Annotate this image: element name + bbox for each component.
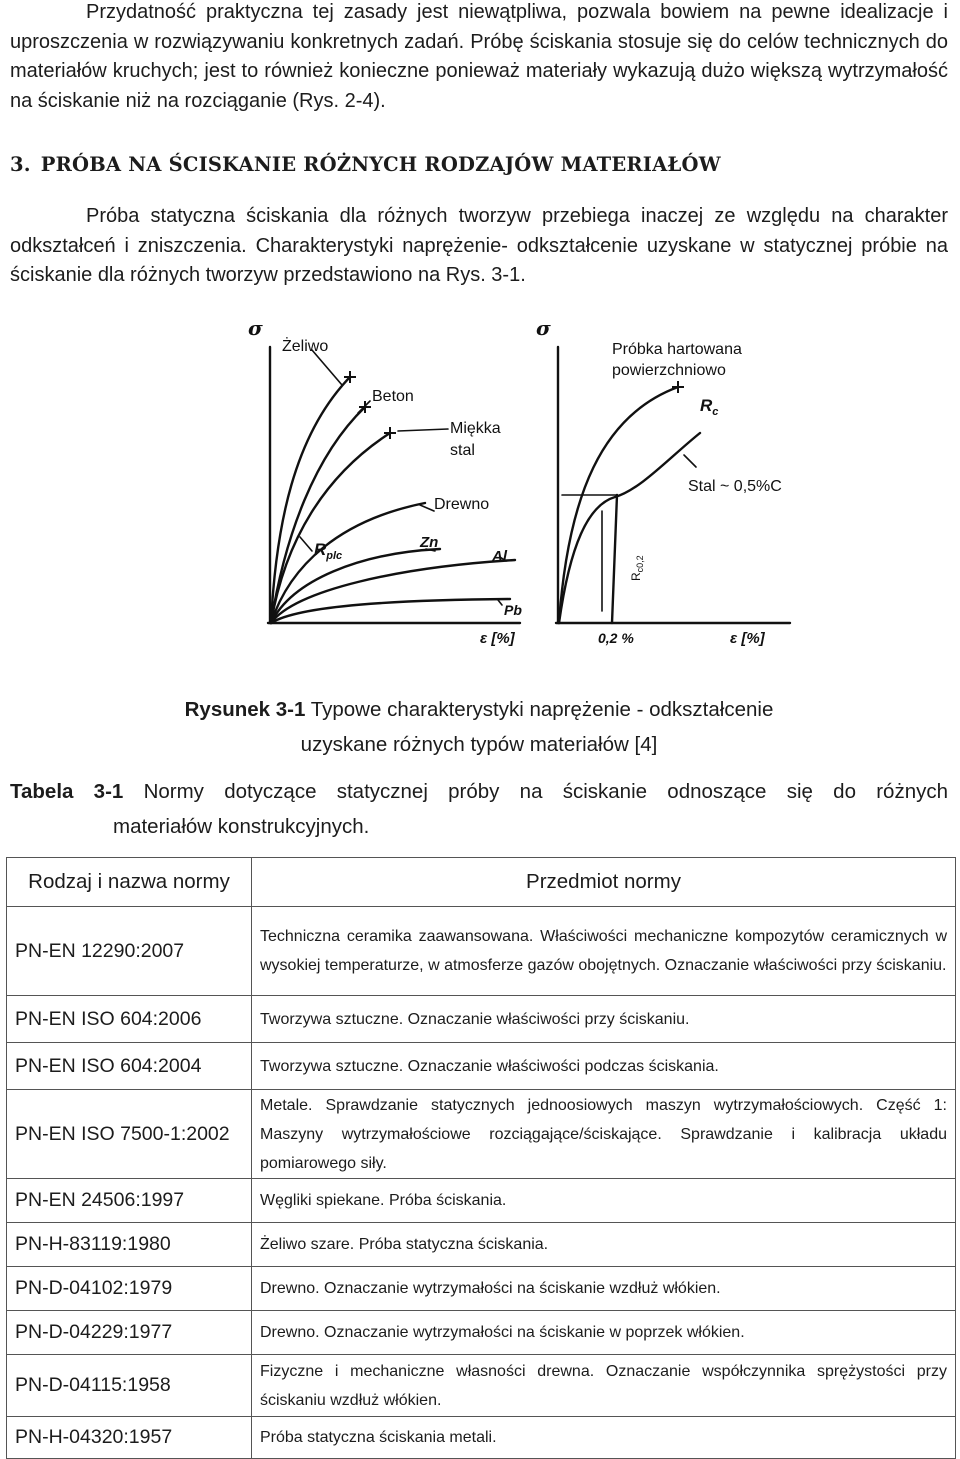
intro-paragraph — [10, 0, 948, 116]
table-row — [7, 1355, 956, 1417]
table-row — [7, 1179, 956, 1223]
cell-norm: PN-EN ISO 604:2006 — [7, 996, 252, 1043]
norms-table — [6, 857, 956, 1459]
table-row — [7, 996, 956, 1043]
curve-al — [271, 560, 515, 623]
label-miekka: Miękka — [450, 420, 501, 437]
header-norm: Rodzaj i nazwa normy — [7, 858, 252, 907]
curve-pb — [271, 599, 510, 623]
cell-subject: Fizyczne i mechaniczne własności drewna. Oznaczanie współczynnika sprężystości przy ściskaniu wzdłuż włókien. — [252, 1355, 956, 1417]
cell-norm: PN-EN 24506:1997 — [7, 1179, 252, 1223]
leader-rplc — [300, 537, 312, 551]
cell-subject: Drewno. Oznaczanie wytrzymałości na ściskanie wzdłuż włókien. — [252, 1267, 956, 1311]
label-offset: 0,2 % — [598, 630, 634, 646]
cell-norm: PN-EN ISO 604:2004 — [7, 1043, 252, 1090]
cell-norm: PN-D-04102:1979 — [7, 1267, 252, 1311]
header-subject: Przedmiot normy — [252, 858, 956, 907]
table-caption-line1: Normy dotyczące statycznej próby na ściskanie odnoszące się do różnych — [143, 780, 948, 803]
leader-zeliwo — [312, 350, 342, 385]
section-title: PRÓBA NA ŚCISKANIE RÓŻNYCH RODZAJÓW MATERIAŁÓW — [40, 153, 721, 176]
table-caption — [10, 774, 948, 844]
cell-norm: PN-EN ISO 7500-1:2002 — [7, 1090, 252, 1179]
label-al: Al — [492, 548, 507, 565]
table-row — [7, 1311, 956, 1355]
cell-subject: Próba statyczna ściskania metali. — [252, 1417, 956, 1459]
section-number: 3. — [10, 153, 31, 176]
label-probka-line1: Próbka hartowana — [612, 341, 742, 358]
offset-line — [612, 495, 617, 623]
cell-norm: PN-EN 12290:2007 — [7, 907, 252, 996]
leader-miekka — [398, 429, 448, 431]
table-row — [7, 1223, 956, 1267]
label-pb: Pb — [504, 602, 522, 618]
leader-drewno — [420, 505, 434, 511]
label-rplc: $R_{plc}$ — [314, 540, 343, 562]
curve-miekka-stal — [271, 433, 390, 623]
curve-stal — [559, 433, 700, 623]
cell-norm: PN-D-04229:1977 — [7, 1311, 252, 1355]
left-sigma-label: σ — [248, 316, 263, 340]
marker-hartowana — [672, 381, 684, 393]
cell-subject: Techniczna ceramika zaawansowana. Właściwości mechaniczne kompozytów ceramicznych w wysokiej temperaturze, w atmosferze gazów obojętnych. Oznaczanie właściwości przy ściskaniu. — [252, 907, 956, 996]
intro-text: Przydatność praktyczna tej zasady jest niewątpliwa, pozwala bowiem na pewne idealizacje i uproszczenia w rozwiązywaniu konkretnych zadań. Próbę ściskania stosuje się do celów technicznych do materiałów kruchych; jest to również konieczne ponieważ materiały wykazują dużo większą wytrzymałość na ściskanie niż na rozciąganie (Rys. 2-4). — [10, 1, 948, 112]
label-zn: Zn — [420, 534, 439, 551]
right-epsilon-label: ε [%] — [730, 630, 765, 647]
label-stal-left: stal — [450, 442, 475, 459]
table-header-row — [7, 858, 956, 907]
cell-subject: Żeliwo szare. Próba statyczna ściskania. — [252, 1223, 956, 1267]
cell-subject: Metale. Sprawdzanie statycznych jednoosiowych maszyn wytrzymałościowych. Część 1: Maszyny wytrzymałościowe rozciągające/ściskające. Sprawdzanie i kalibracja układu pomiarowego siły. — [252, 1090, 956, 1179]
left-epsilon-label: ε [%] — [480, 630, 515, 647]
cell-norm: PN-D-04115:1958 — [7, 1355, 252, 1417]
cell-subject: Tworzywa sztuczne. Oznaczanie właściwości podczas ściskania. — [252, 1043, 956, 1090]
curve-zn — [271, 549, 440, 623]
table-row — [7, 1043, 956, 1090]
cell-norm: PN-H-04320:1957 — [7, 1417, 252, 1459]
table-row — [7, 907, 956, 996]
right-sigma-label: σ — [536, 316, 551, 340]
failure-markers — [344, 371, 684, 439]
label-stal-right: Stal ~ 0,5%C — [688, 478, 782, 495]
label-probka-line2: powierzchniowo — [612, 362, 726, 379]
cell-norm: PN-H-83119:1980 — [7, 1223, 252, 1267]
section-body-text: Próba statyczna ściskania dla różnych tworzyw przebiega inaczej ze względu na charakter odkształceń i zniszczenia. Charakterystyki naprężenie- odkształcenie uzyskane w statycznej próbie na ściskanie dla różnych tworzyw przedstawiono na Rys. 3-1. — [10, 205, 948, 286]
table-row — [7, 1417, 956, 1459]
cell-subject: Tworzywa sztuczne. Oznaczanie właściwości przy ściskaniu. — [252, 996, 956, 1043]
table-row — [7, 1090, 956, 1179]
table-row — [7, 1267, 956, 1311]
leader-pb — [498, 600, 502, 605]
figure-caption-label: Rysunek 3-1 — [184, 698, 306, 721]
label-beton: Beton — [372, 388, 414, 405]
table-caption-line2: materiałów konstrukcyjnych. — [113, 815, 370, 838]
section-heading — [10, 153, 721, 176]
figure-caption-text: Typowe charakterystyki naprężenie - odkształcenie uzyskane różnych typów materiałów [4] — [300, 698, 774, 756]
label-drewno: Drewno — [434, 496, 490, 513]
table-caption-label: Tabela 3-1 — [10, 780, 124, 803]
curve-hartowana — [559, 387, 678, 623]
label-rc: $R_c$ — [700, 396, 719, 418]
figure-stress-strain — [230, 305, 810, 675]
cell-subject: Węgliki spiekane. Próba ściskania. — [252, 1179, 956, 1223]
section-paragraph — [10, 202, 948, 291]
label-zeliwo: Żeliwo — [282, 338, 329, 355]
figure-caption — [10, 692, 948, 762]
cell-subject: Drewno. Oznaczanie wytrzymałości na ściskanie w poprzek włókien. — [252, 1311, 956, 1355]
label-rc02: $R_{c0,2}$ — [629, 555, 645, 581]
figure-svg — [230, 305, 810, 675]
leader-stal — [684, 455, 696, 467]
